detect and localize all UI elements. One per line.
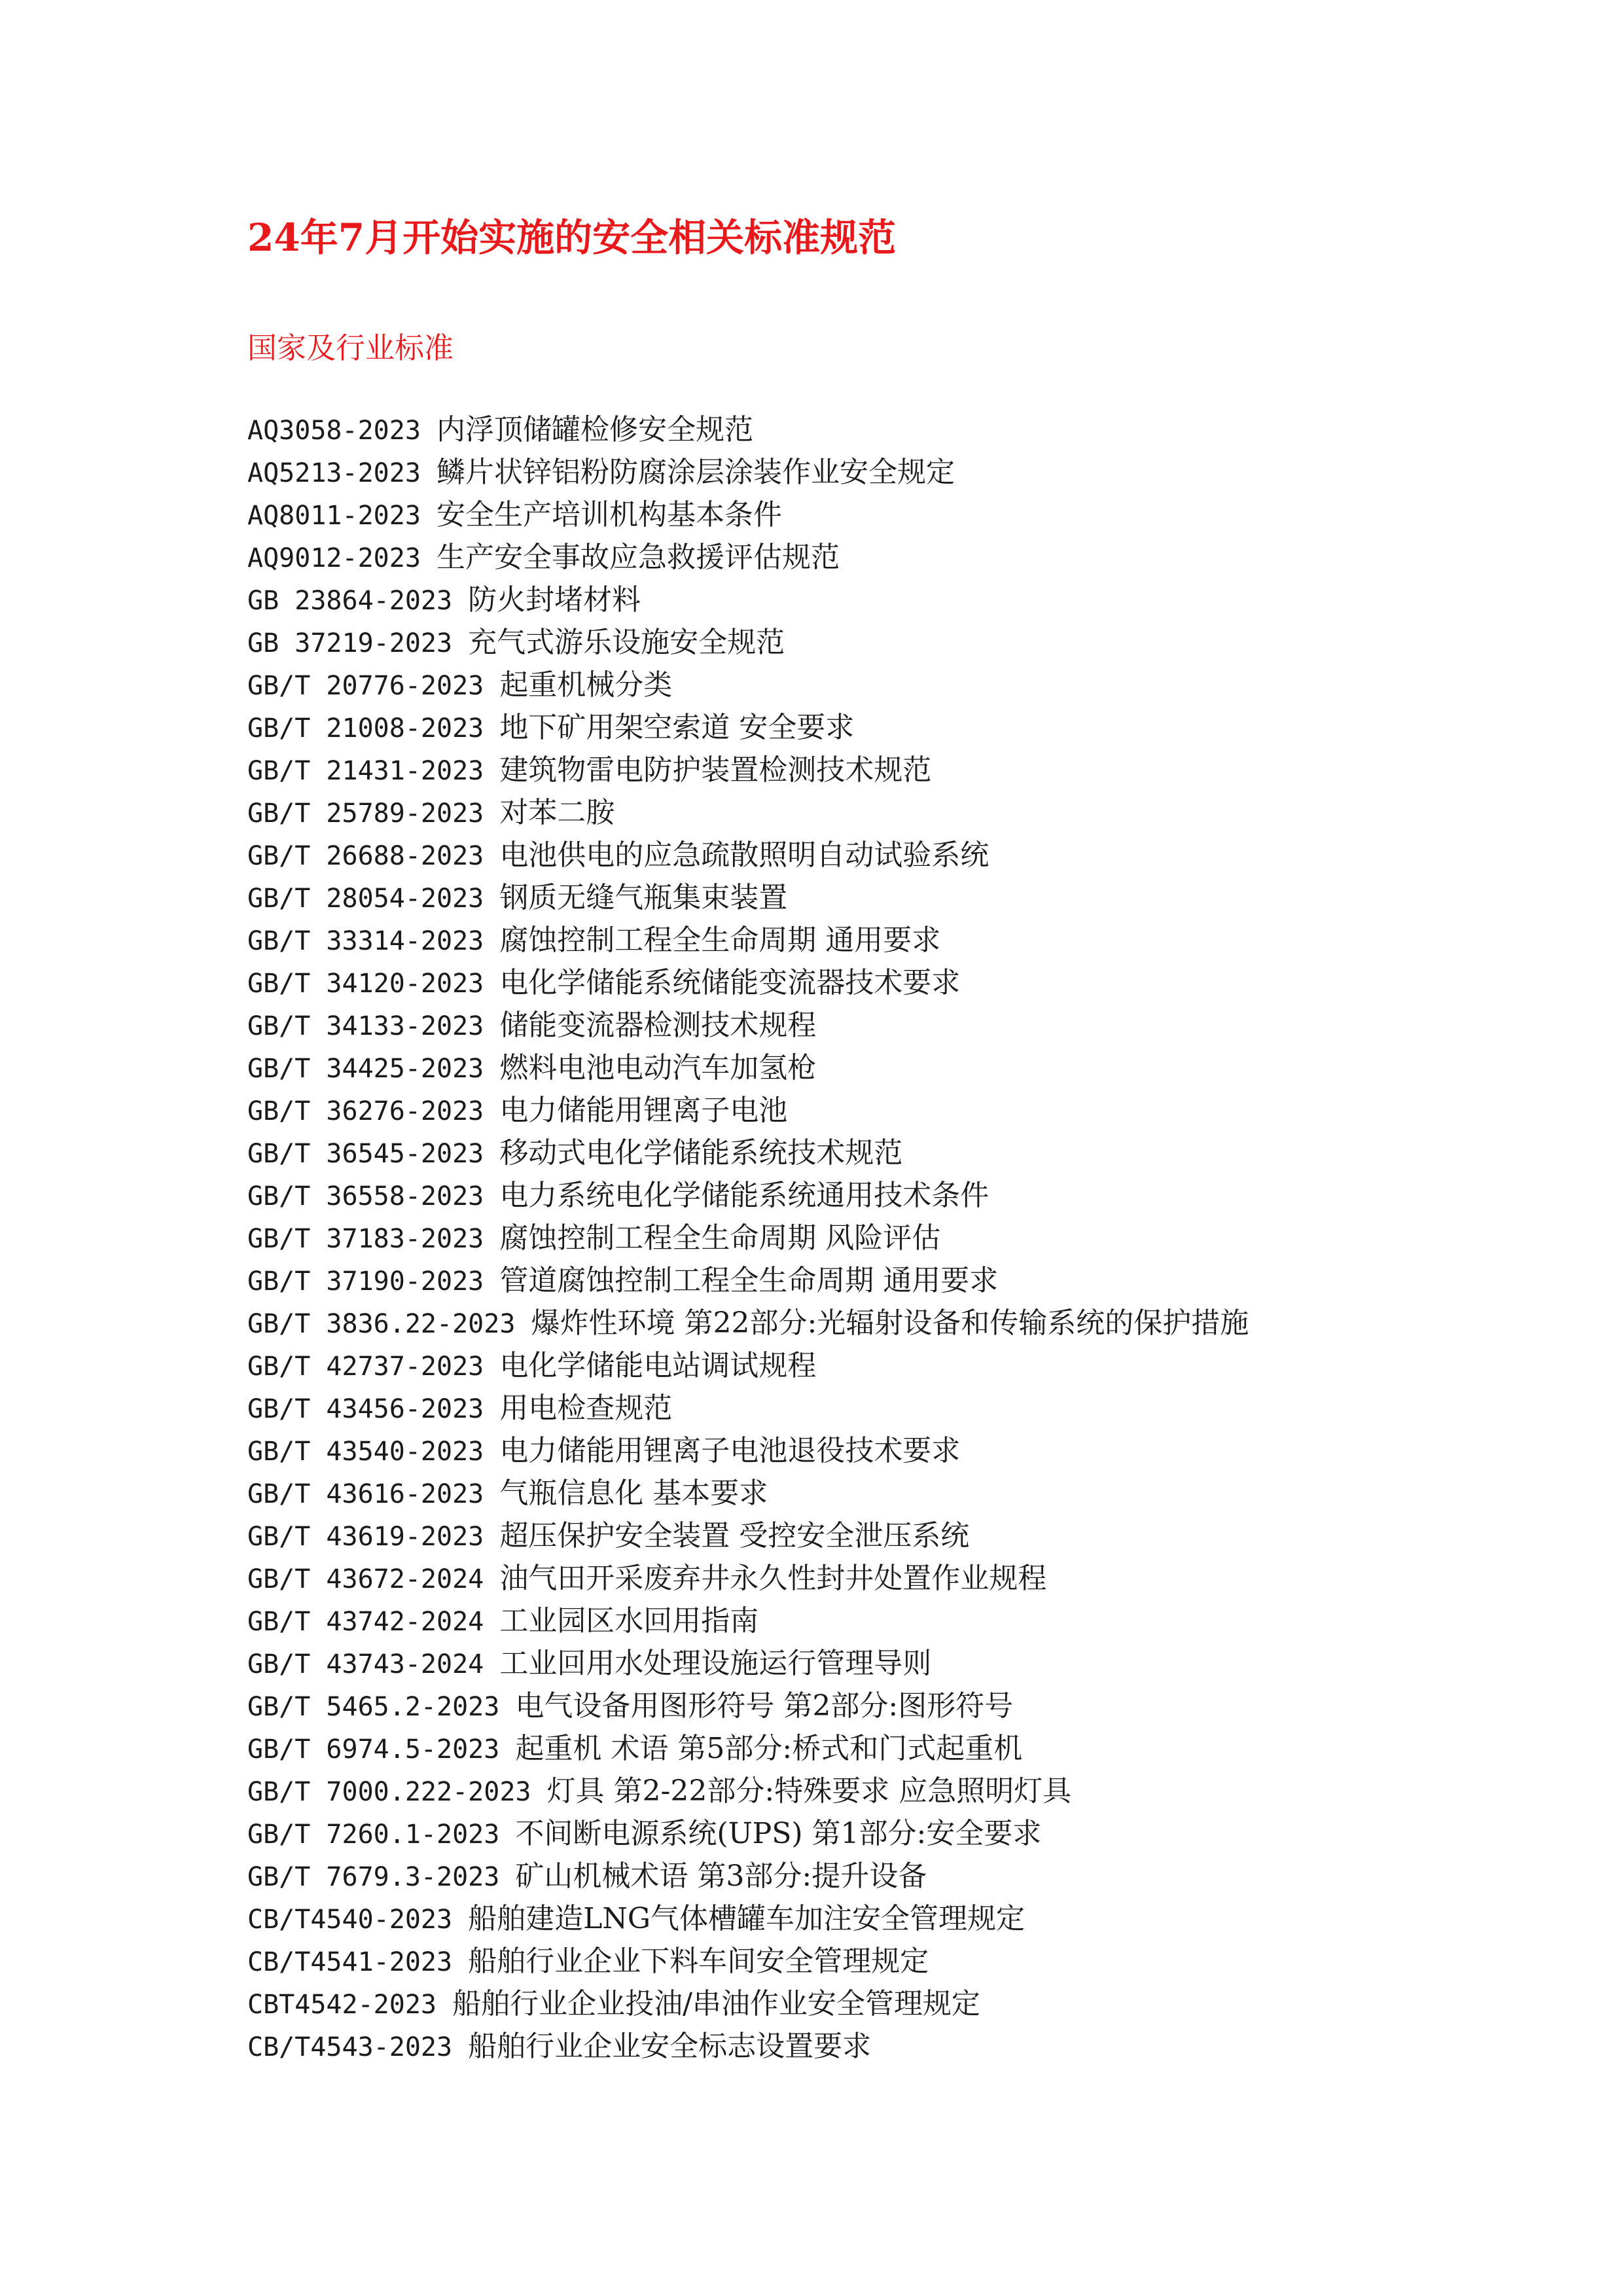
- standard-code: AQ3058-2023: [247, 416, 437, 446]
- standard-item: [247, 1642, 1249, 1685]
- standard-item: [247, 579, 1249, 621]
- standard-item: [247, 834, 1249, 876]
- standard-item: [247, 1004, 1249, 1047]
- standard-code: GB 37219-2023: [247, 628, 469, 658]
- standard-code: GB/T 37190-2023: [247, 1266, 500, 1297]
- standard-code: AQ8011-2023: [247, 501, 437, 531]
- standard-code: GB 23864-2023: [247, 586, 469, 616]
- standard-name: 船舶行业企业安全标志设置要求: [468, 2030, 872, 2063]
- standard-code: GB/T 33314-2023: [247, 926, 500, 956]
- standard-name: 电气设备用图形符号 第2部分:图形符号: [515, 1689, 1014, 1723]
- standard-name: 钢质无缝气瓶集束装置: [499, 881, 788, 914]
- standard-code: GB/T 43540-2023: [247, 1437, 500, 1467]
- standard-code: GB/T 37183-2023: [247, 1224, 500, 1254]
- standard-name: 电化学储能系统储能变流器技术要求: [499, 966, 961, 999]
- standard-name: 船舶行业企业下料车间安全管理规定: [468, 1945, 929, 1978]
- standard-item: [247, 493, 1249, 536]
- standard-name: 起重机械分类: [499, 668, 673, 702]
- standard-name: 电力储能用锂离子电池退役技术要求: [499, 1434, 961, 1467]
- standard-code: CBT4542-2023: [247, 1990, 453, 2020]
- standard-code: AQ5213-2023: [247, 458, 437, 488]
- standard-name: 生产安全事故应急救援评估规范: [436, 541, 840, 574]
- standard-code: GB/T 21431-2023: [247, 756, 500, 786]
- standard-item: [247, 1557, 1249, 1600]
- standard-name: 移动式电化学储能系统技术规范: [499, 1136, 903, 1170]
- standard-name: 爆炸性环境 第22部分:光辐射设备和传输系统的保护措施: [531, 1306, 1249, 1340]
- standard-name: 船舶建造LNG气体槽罐车加注安全管理规定: [468, 1902, 1026, 1935]
- standard-name: 充气式游乐设施安全规范: [468, 626, 785, 659]
- standard-item: [247, 1600, 1249, 1642]
- standard-name: 储能变流器检测技术规程: [499, 1009, 817, 1042]
- standard-item: [247, 749, 1249, 791]
- standard-code: GB/T 42737-2023: [247, 1352, 500, 1382]
- standard-item: [247, 664, 1249, 706]
- standard-code: GB/T 43672-2024: [247, 1564, 500, 1594]
- standard-item: [247, 1302, 1249, 1344]
- standard-item: [247, 1132, 1249, 1174]
- standard-item: [247, 1727, 1249, 1770]
- standard-item: [247, 1982, 1249, 2025]
- standard-item: [247, 706, 1249, 749]
- standard-code: AQ9012-2023: [247, 543, 437, 573]
- standard-code: GB/T 28054-2023: [247, 884, 500, 914]
- standard-item: [247, 1089, 1249, 1132]
- standard-name: 用电检查规范: [499, 1391, 673, 1425]
- standard-name: 工业回用水处理设施运行管理导则: [499, 1647, 932, 1680]
- standard-name: 电池供电的应急疏散照明自动试验系统: [499, 838, 990, 872]
- standard-name: 船舶行业企业投油/串油作业安全管理规定: [452, 1987, 980, 2020]
- standard-item: [247, 451, 1249, 493]
- standard-code: GB/T 34425-2023: [247, 1054, 500, 1084]
- standard-name: 电化学储能电站调试规程: [499, 1349, 817, 1382]
- standard-code: GB/T 43742-2024: [247, 1607, 500, 1637]
- standard-name: 建筑物雷电防护装置检测技术规范: [499, 753, 932, 787]
- standard-name: 防火封堵材料: [468, 583, 641, 617]
- standard-name: 鳞片状锌铝粉防腐涂层涂装作业安全规定: [436, 456, 955, 489]
- standard-code: GB/T 21008-2023: [247, 713, 500, 744]
- standard-item: [247, 791, 1249, 834]
- standard-name: 安全生产培训机构基本条件: [436, 498, 782, 531]
- standard-item: [247, 1897, 1249, 1940]
- standard-code: GB/T 6974.5-2023: [247, 1734, 516, 1765]
- standard-code: GB/T 3836.22-2023: [247, 1309, 531, 1339]
- standard-name: 超压保护安全装置 受控安全泄压系统: [499, 1519, 970, 1552]
- standards-list: [247, 408, 1249, 2068]
- standard-item: [247, 876, 1249, 919]
- standard-name: 对苯二胺: [499, 796, 615, 829]
- standard-item: [247, 1387, 1249, 1429]
- standard-name: 管道腐蚀控制工程全生命周期 通用要求: [499, 1264, 999, 1297]
- standard-name: 腐蚀控制工程全生命周期 风险评估: [499, 1221, 941, 1255]
- standard-item: [247, 621, 1249, 664]
- standard-code: GB/T 34133-2023: [247, 1011, 500, 1041]
- standard-code: GB/T 34120-2023: [247, 969, 500, 999]
- standard-item: [247, 1259, 1249, 1302]
- standard-code: GB/T 7260.1-2023: [247, 1820, 516, 1850]
- standard-item: [247, 1812, 1249, 1855]
- standard-name: 工业园区水回用指南: [499, 1604, 759, 1638]
- standard-code: CB/T4541-2023: [247, 1947, 469, 1977]
- standard-code: GB/T 25789-2023: [247, 798, 500, 829]
- standard-code: CB/T4543-2023: [247, 2032, 469, 2062]
- standard-item: [247, 2025, 1249, 2068]
- standard-code: GB/T 26688-2023: [247, 841, 500, 871]
- standard-name: 气瓶信息化 基本要求: [499, 1477, 768, 1510]
- standard-name: 起重机 术语 第5部分:桥式和门式起重机: [515, 1732, 1023, 1765]
- standard-code: CB/T4540-2023: [247, 1905, 469, 1935]
- standard-item: [247, 1217, 1249, 1259]
- standard-item: [247, 961, 1249, 1004]
- standard-item: [247, 1855, 1249, 1897]
- standard-item: [247, 1685, 1249, 1727]
- standard-code: GB/T 36558-2023: [247, 1181, 500, 1211]
- standard-name: 燃料电池电动汽车加氢枪: [499, 1051, 817, 1085]
- standard-item: [247, 1770, 1249, 1812]
- standard-item: [247, 1047, 1249, 1089]
- standard-code: GB/T 43743-2024: [247, 1649, 500, 1679]
- standard-item: [247, 536, 1249, 579]
- standard-item: [247, 919, 1249, 961]
- standard-code: GB/T 43616-2023: [247, 1479, 500, 1509]
- standard-name: 腐蚀控制工程全生命周期 通用要求: [499, 924, 941, 957]
- standard-name: 矿山机械术语 第3部分:提升设备: [515, 1859, 927, 1893]
- standard-item: [247, 408, 1249, 451]
- standard-code: GB/T 7000.222-2023: [247, 1777, 547, 1807]
- standard-code: GB/T 5465.2-2023: [247, 1692, 516, 1722]
- section-heading: 国家及行业标准: [247, 331, 454, 365]
- standard-name: 地下矿用架空索道 安全要求: [499, 711, 855, 744]
- standard-code: GB/T 36545-2023: [247, 1139, 500, 1169]
- standard-name: 电力系统电化学储能系统通用技术条件: [499, 1179, 990, 1212]
- standard-item: [247, 1472, 1249, 1515]
- standard-item: [247, 1429, 1249, 1472]
- standard-code: GB/T 43456-2023: [247, 1394, 500, 1424]
- standard-code: GB/T 36276-2023: [247, 1096, 500, 1126]
- standard-name: 内浮顶储罐检修安全规范: [436, 413, 753, 446]
- standard-name: 油气田开采废弃井永久性封井处置作业规程: [499, 1562, 1047, 1595]
- standard-item: [247, 1940, 1249, 1982]
- standard-item: [247, 1174, 1249, 1217]
- standard-code: GB/T 20776-2023: [247, 671, 500, 701]
- standard-item: [247, 1344, 1249, 1387]
- standard-item: [247, 1515, 1249, 1557]
- standard-code: GB/T 7679.3-2023: [247, 1862, 516, 1892]
- standard-name: 不间断电源系统(UPS) 第1部分:安全要求: [515, 1817, 1042, 1850]
- standard-code: GB/T 43619-2023: [247, 1522, 500, 1552]
- document-title: 24年7月开始实施的安全相关标准规范: [247, 215, 897, 260]
- standard-name: 电力储能用锂离子电池: [499, 1094, 788, 1127]
- standard-name: 灯具 第2-22部分:特殊要求 应急照明灯具: [546, 1774, 1072, 1808]
